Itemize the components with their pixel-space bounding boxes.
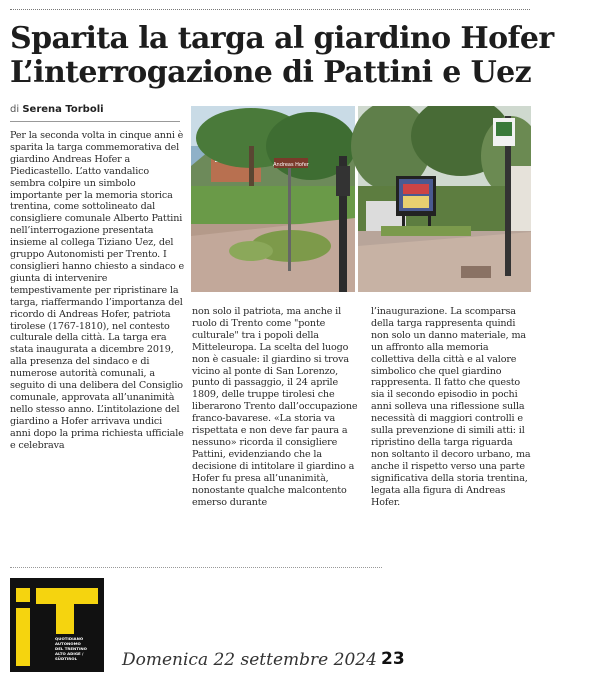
- column-2-text: non solo il patriota, ma anche il ruolo di Trento come "ponte culturale" tra i popoli della Mitteleuropa. La scelta del luogo non è casuale: il giardino si trova vicino al ponte di San Lorenzo, punto di passaggio, il 24 aprile 1809, delle truppe tirolesi che liberarono Trento dall’occupazione franco-bavarese. «La storia va rispettata e non deve far paura a nessuno» ricorda il consigliere Pattini, evidenziando che la decisione di intitolare il giardino a Hofer fu presa all’unanimità, nonostante qualche malcontento emerso durante: [192, 306, 358, 508]
- newspaper-logo: [10, 578, 104, 672]
- article-column-1: [10, 130, 185, 451]
- page-number: 23: [381, 649, 405, 669]
- logo-line-3: DEL TRENTINO: [55, 646, 87, 651]
- byline: [10, 104, 104, 115]
- bottom-dotted-rule: [10, 567, 382, 568]
- byline-prefix: di: [10, 104, 20, 115]
- logo-line-4: ALTO ADIGE /: [55, 651, 84, 656]
- headline-line-2: L’interrogazione di Pattini e Uez: [10, 55, 532, 90]
- article-column-3: [371, 306, 533, 508]
- right-photo-panel: [351, 106, 531, 292]
- street-sign-text: Andreas Hofer: [273, 162, 309, 168]
- headline-line-1: Sparita la targa al giardino Hofer: [10, 21, 554, 56]
- issue-date: Domenica 22 settembre 2024: [122, 650, 377, 670]
- logo-line-2: AUTONOMO: [55, 641, 81, 646]
- logo-line-1: QUOTIDIANO: [55, 636, 84, 641]
- headline: [10, 22, 554, 90]
- left-photo-panel: [191, 106, 356, 292]
- column-1-text: Per la seconda volta in cinque anni è sparita la targa commemorativa del giardino Andreas Hofer a Piedicastello. L’atto vandalico sembra colpire un simbolo importante per la memoria storica trentina, come sottolineato dal consigliere comunale Alberto Pattini nell’interrogazione presentata insieme al collega Tiziano Uez, del gruppo Autonomisti per Trento. I consiglieri hanno chiesto a sindaco e giunta di intervenire tempestivamente per ripristinare la targa, riaffermando l’importanza del ricordo di Andreas Hofer, patriota tirolese (1767-1810), nel contesto culturale della città. La targa era stata inaugurata a dicembre 2019, alla presenza del sindaco e di numerose autorità comunali, a seguito di una delibera del Consiglio comunale, approvata all’unanimità nello stesso anno. L’intitolazione del giardino a Hofer arrivava undici anni dopo la prima richiesta ufficiale e celebrava: [10, 130, 185, 451]
- article-photo: [191, 106, 531, 292]
- article-column-2: [192, 306, 362, 508]
- byline-rule: [10, 121, 180, 122]
- column-3-text: l’inaugurazione. La scomparsa della targa rappresenta quindi non solo un danno materiale, ma un affronto alla memoria collettiva della città e al valore simbolico che quel giardino rappresenta. Il fatto che questo sia il secondo episodio in pochi anni solleva una riflessione sulla necessità di maggiori controlli e sulla prevenzione di simili atti: il ripristino della targa riguarda non soltanto il decoro urbano, ma anche il rispetto verso una parte significativa della storia trentina, legata alla figura di Andreas Hofer.: [371, 306, 531, 508]
- logo-line-5: SÜDTIROL: [55, 656, 78, 661]
- top-dotted-rule: [10, 9, 530, 10]
- author-name: Serena Torboli: [22, 104, 104, 115]
